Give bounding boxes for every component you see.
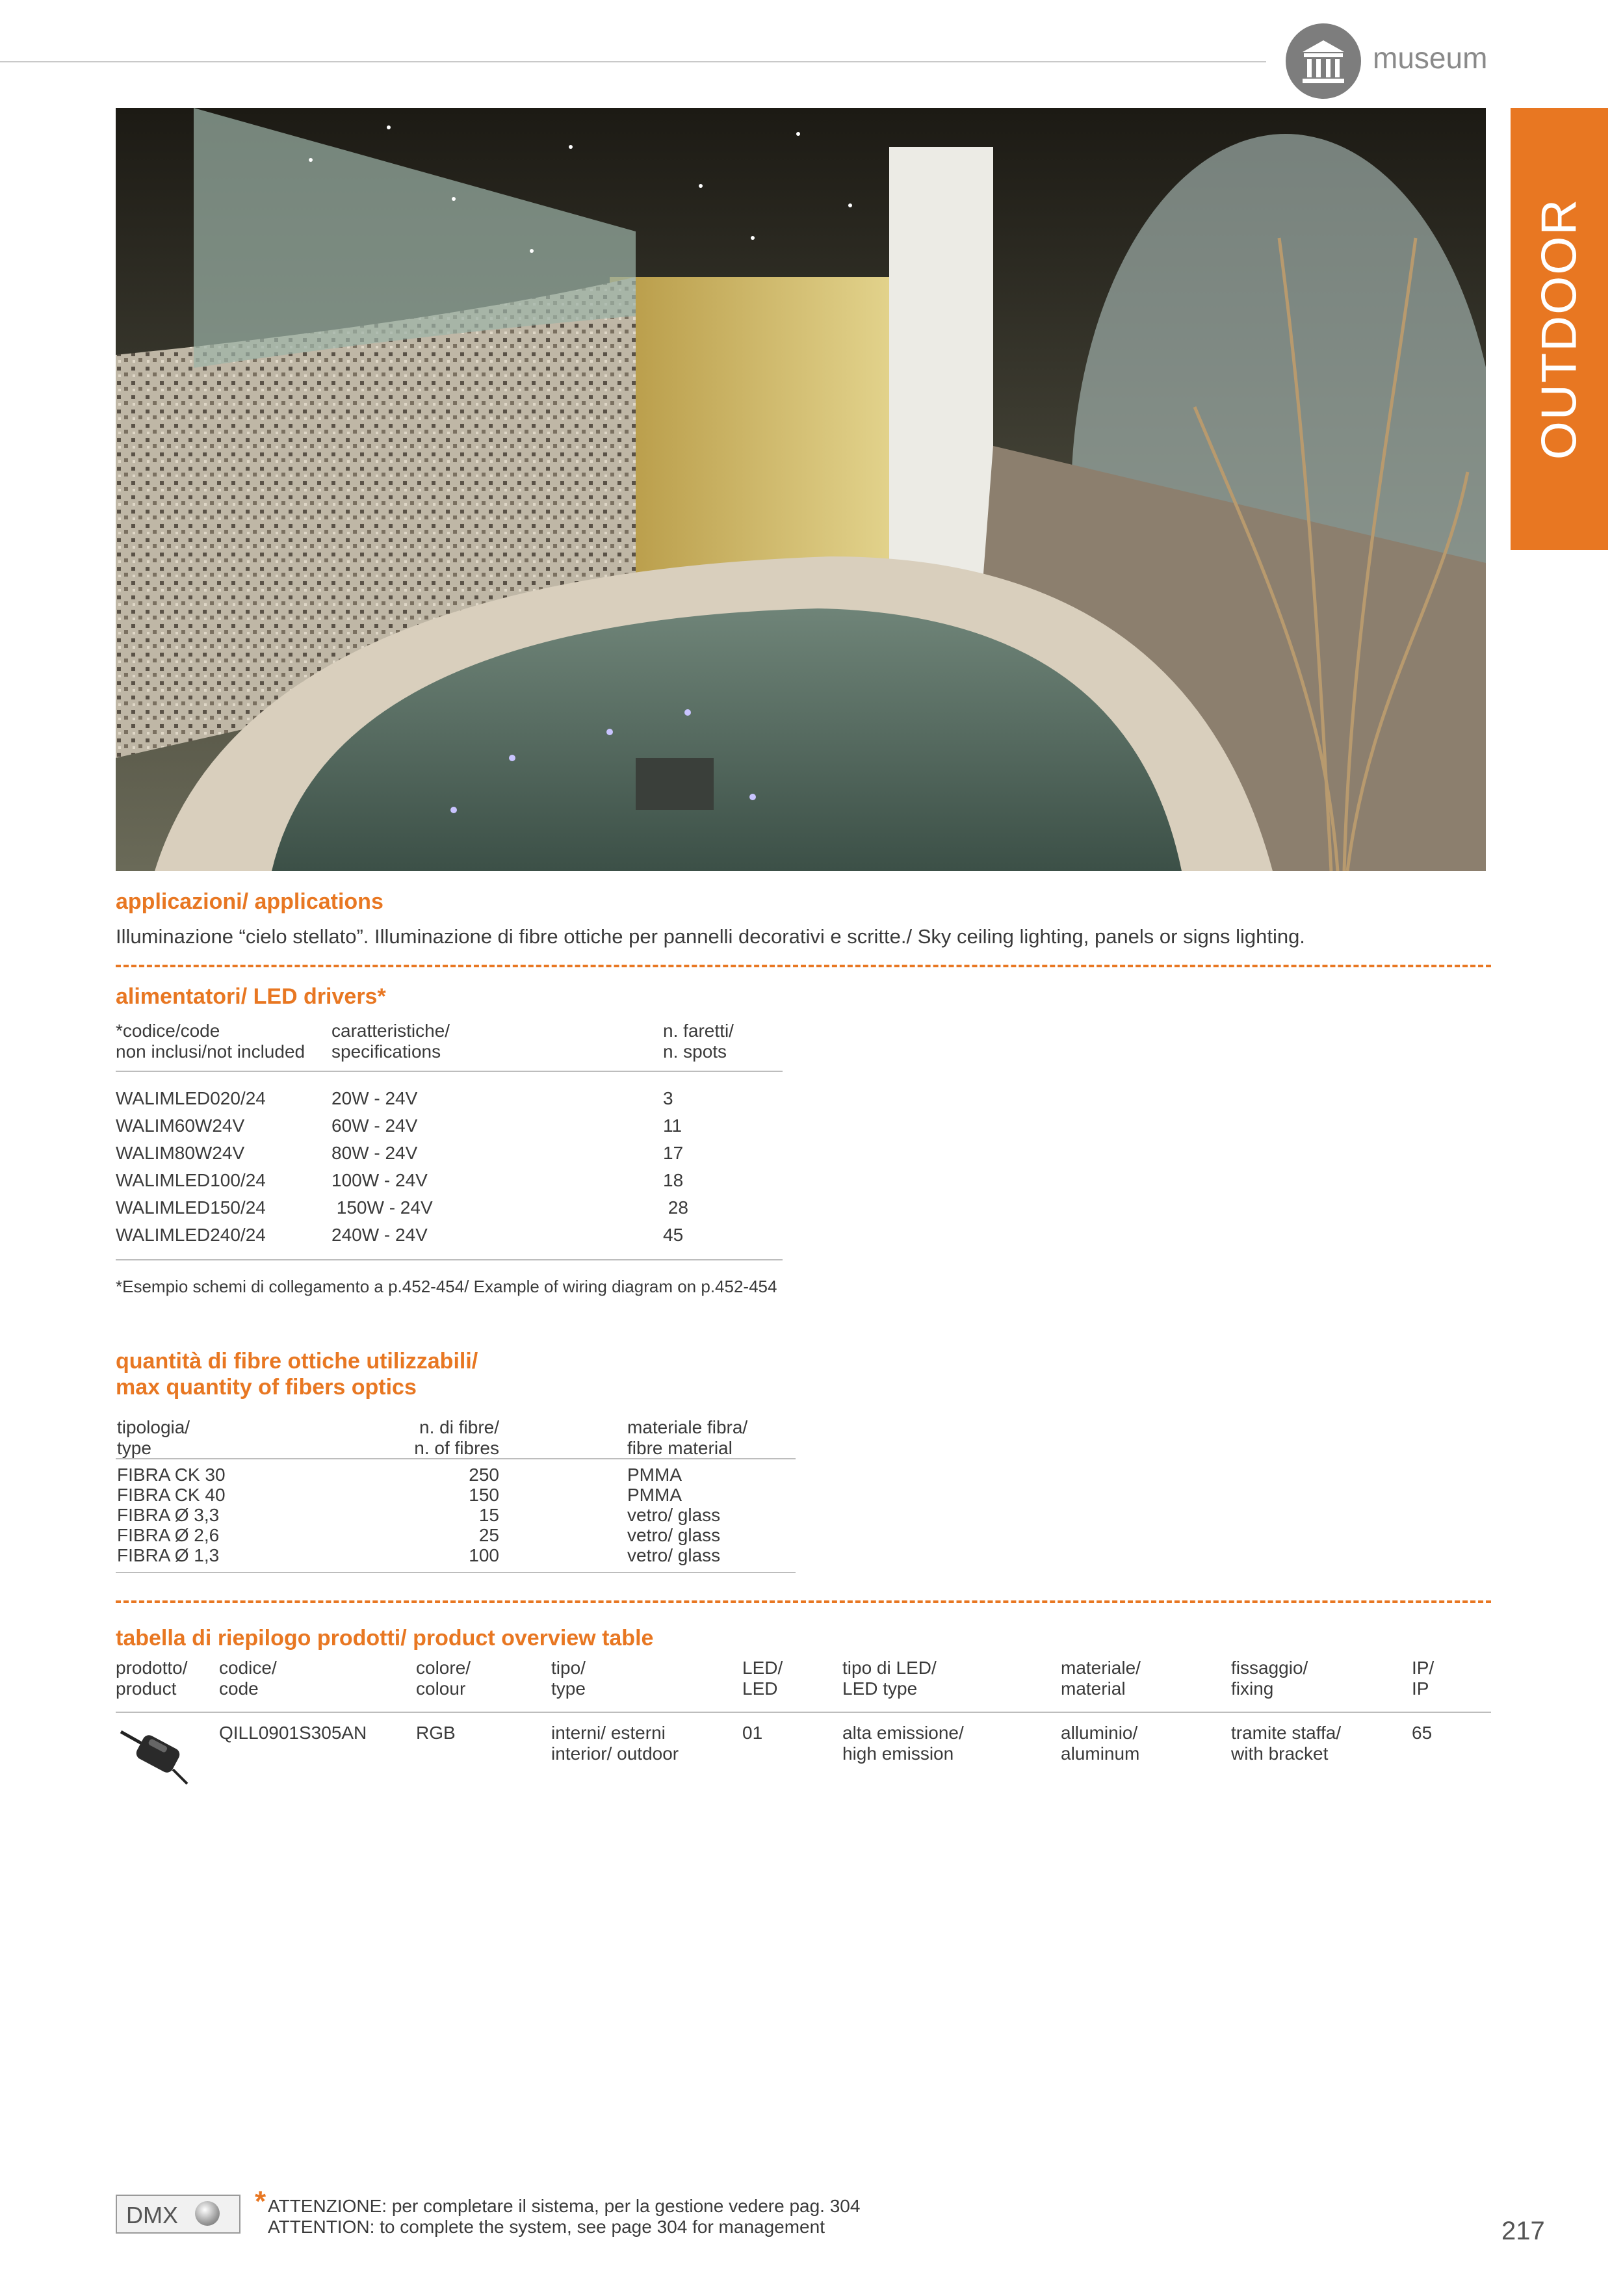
product-type: interni/ esterni interior/ outdoor — [551, 1723, 679, 1764]
overview-header-rule — [116, 1712, 1491, 1713]
museum-icon — [1286, 23, 1361, 99]
drivers-note: *Esempio schemi di collegamento a p.452-454/ Example of wiring diagram on p.452-454 — [116, 1277, 777, 1296]
overview-title: tabella di riepilogo prodotti/ product overview table — [116, 1626, 654, 1650]
product-material: alluminio/ aluminum — [1061, 1723, 1140, 1764]
applications-text: Illuminazione “cielo stellato”. Illuminazione di fibre ottiche per pannelli decorativi e scritte./ Sky ceiling lighting, panels or signs lighting. — [116, 925, 1305, 948]
overview-header-type: tipo/ type — [551, 1658, 586, 1699]
section-divider — [116, 965, 1491, 967]
drivers-header-code: *codice/code non inclusi/not included — [116, 1021, 305, 1062]
overview-header-material: materiale/ material — [1061, 1658, 1141, 1699]
section-tab-label: OUTDOOR — [1531, 198, 1587, 460]
overview-header-led-type: tipo di LED/ LED type — [842, 1658, 937, 1699]
footer-asterisk: * — [255, 2185, 266, 2217]
fibers-header-count: n. di fibre/ n. of fibres — [414, 1417, 499, 1458]
table-row: WALIMLED240/24 240W - 24V 45 — [116, 1225, 684, 1245]
drivers-table-body — [116, 1085, 783, 1249]
drivers-header-rule — [116, 1071, 783, 1072]
header-rule — [0, 61, 1266, 62]
application-photo — [116, 108, 1486, 871]
drivers-bottom-rule — [116, 1259, 783, 1260]
product-ip: 65 — [1412, 1723, 1433, 1743]
section-tab — [1511, 108, 1608, 550]
fibers-bottom-rule — [116, 1572, 796, 1573]
applications-title: applicazioni/ applications — [116, 889, 383, 914]
drivers-title: alimentatori/ LED drivers* — [116, 984, 386, 1009]
table-row: WALIM60W24V 60W - 24V 11 — [116, 1115, 682, 1136]
dmx-badge — [116, 2195, 240, 2234]
product-code: QILL0901S305AN — [219, 1723, 367, 1743]
overview-header-fixing: fissaggio/ fixing — [1231, 1658, 1308, 1699]
overview-header-code: codice/ code — [219, 1658, 277, 1699]
product-thumbnail — [116, 1724, 194, 1789]
table-row: WALIMLED150/24 150W - 24V 28 — [116, 1197, 688, 1218]
product-led-type: alta emissione/ high emission — [842, 1723, 964, 1764]
section-divider — [116, 1600, 1491, 1603]
category-label: museum — [1373, 41, 1488, 75]
table-row: WALIMLED020/24 20W - 24V 3 — [116, 1088, 673, 1108]
fibers-header-type: tipologia/ type — [117, 1417, 190, 1458]
overview-header-colour: colore/ colour — [416, 1658, 471, 1699]
overview-header-product: prodotto/ product — [116, 1658, 188, 1699]
footer-note: ATTENZIONE: per completare il sistema, per la gestione vedere pag. 304 ATTENTION: to complete the system, see page 304 for management — [268, 2196, 861, 2237]
table-row: WALIM80W24V 80W - 24V 17 — [116, 1143, 684, 1163]
dmx-icon — [195, 2201, 220, 2226]
drivers-header-spots: n. faretti/ n. spots — [663, 1021, 734, 1062]
fibers-header-rule — [116, 1458, 796, 1459]
overview-header-led: LED/ LED — [742, 1658, 783, 1699]
product-led-count: 01 — [742, 1723, 763, 1743]
drivers-header-spec: caratteristiche/ specifications — [331, 1021, 450, 1062]
dmx-label: DMX — [126, 2202, 178, 2228]
fibers-header-material: materiale fibra/ fibre material — [627, 1417, 748, 1458]
overview-header-ip: IP/ IP — [1412, 1658, 1435, 1699]
page-number: 217 — [1501, 2217, 1545, 2245]
fibers-title: quantità di fibre ottiche utilizzabili/ max quantity of fibers optics — [116, 1349, 478, 1400]
table-row: WALIMLED100/24 100W - 24V 18 — [116, 1170, 684, 1190]
product-colour: RGB — [416, 1723, 456, 1743]
product-fixing: tramite staffa/ with bracket — [1231, 1723, 1342, 1764]
